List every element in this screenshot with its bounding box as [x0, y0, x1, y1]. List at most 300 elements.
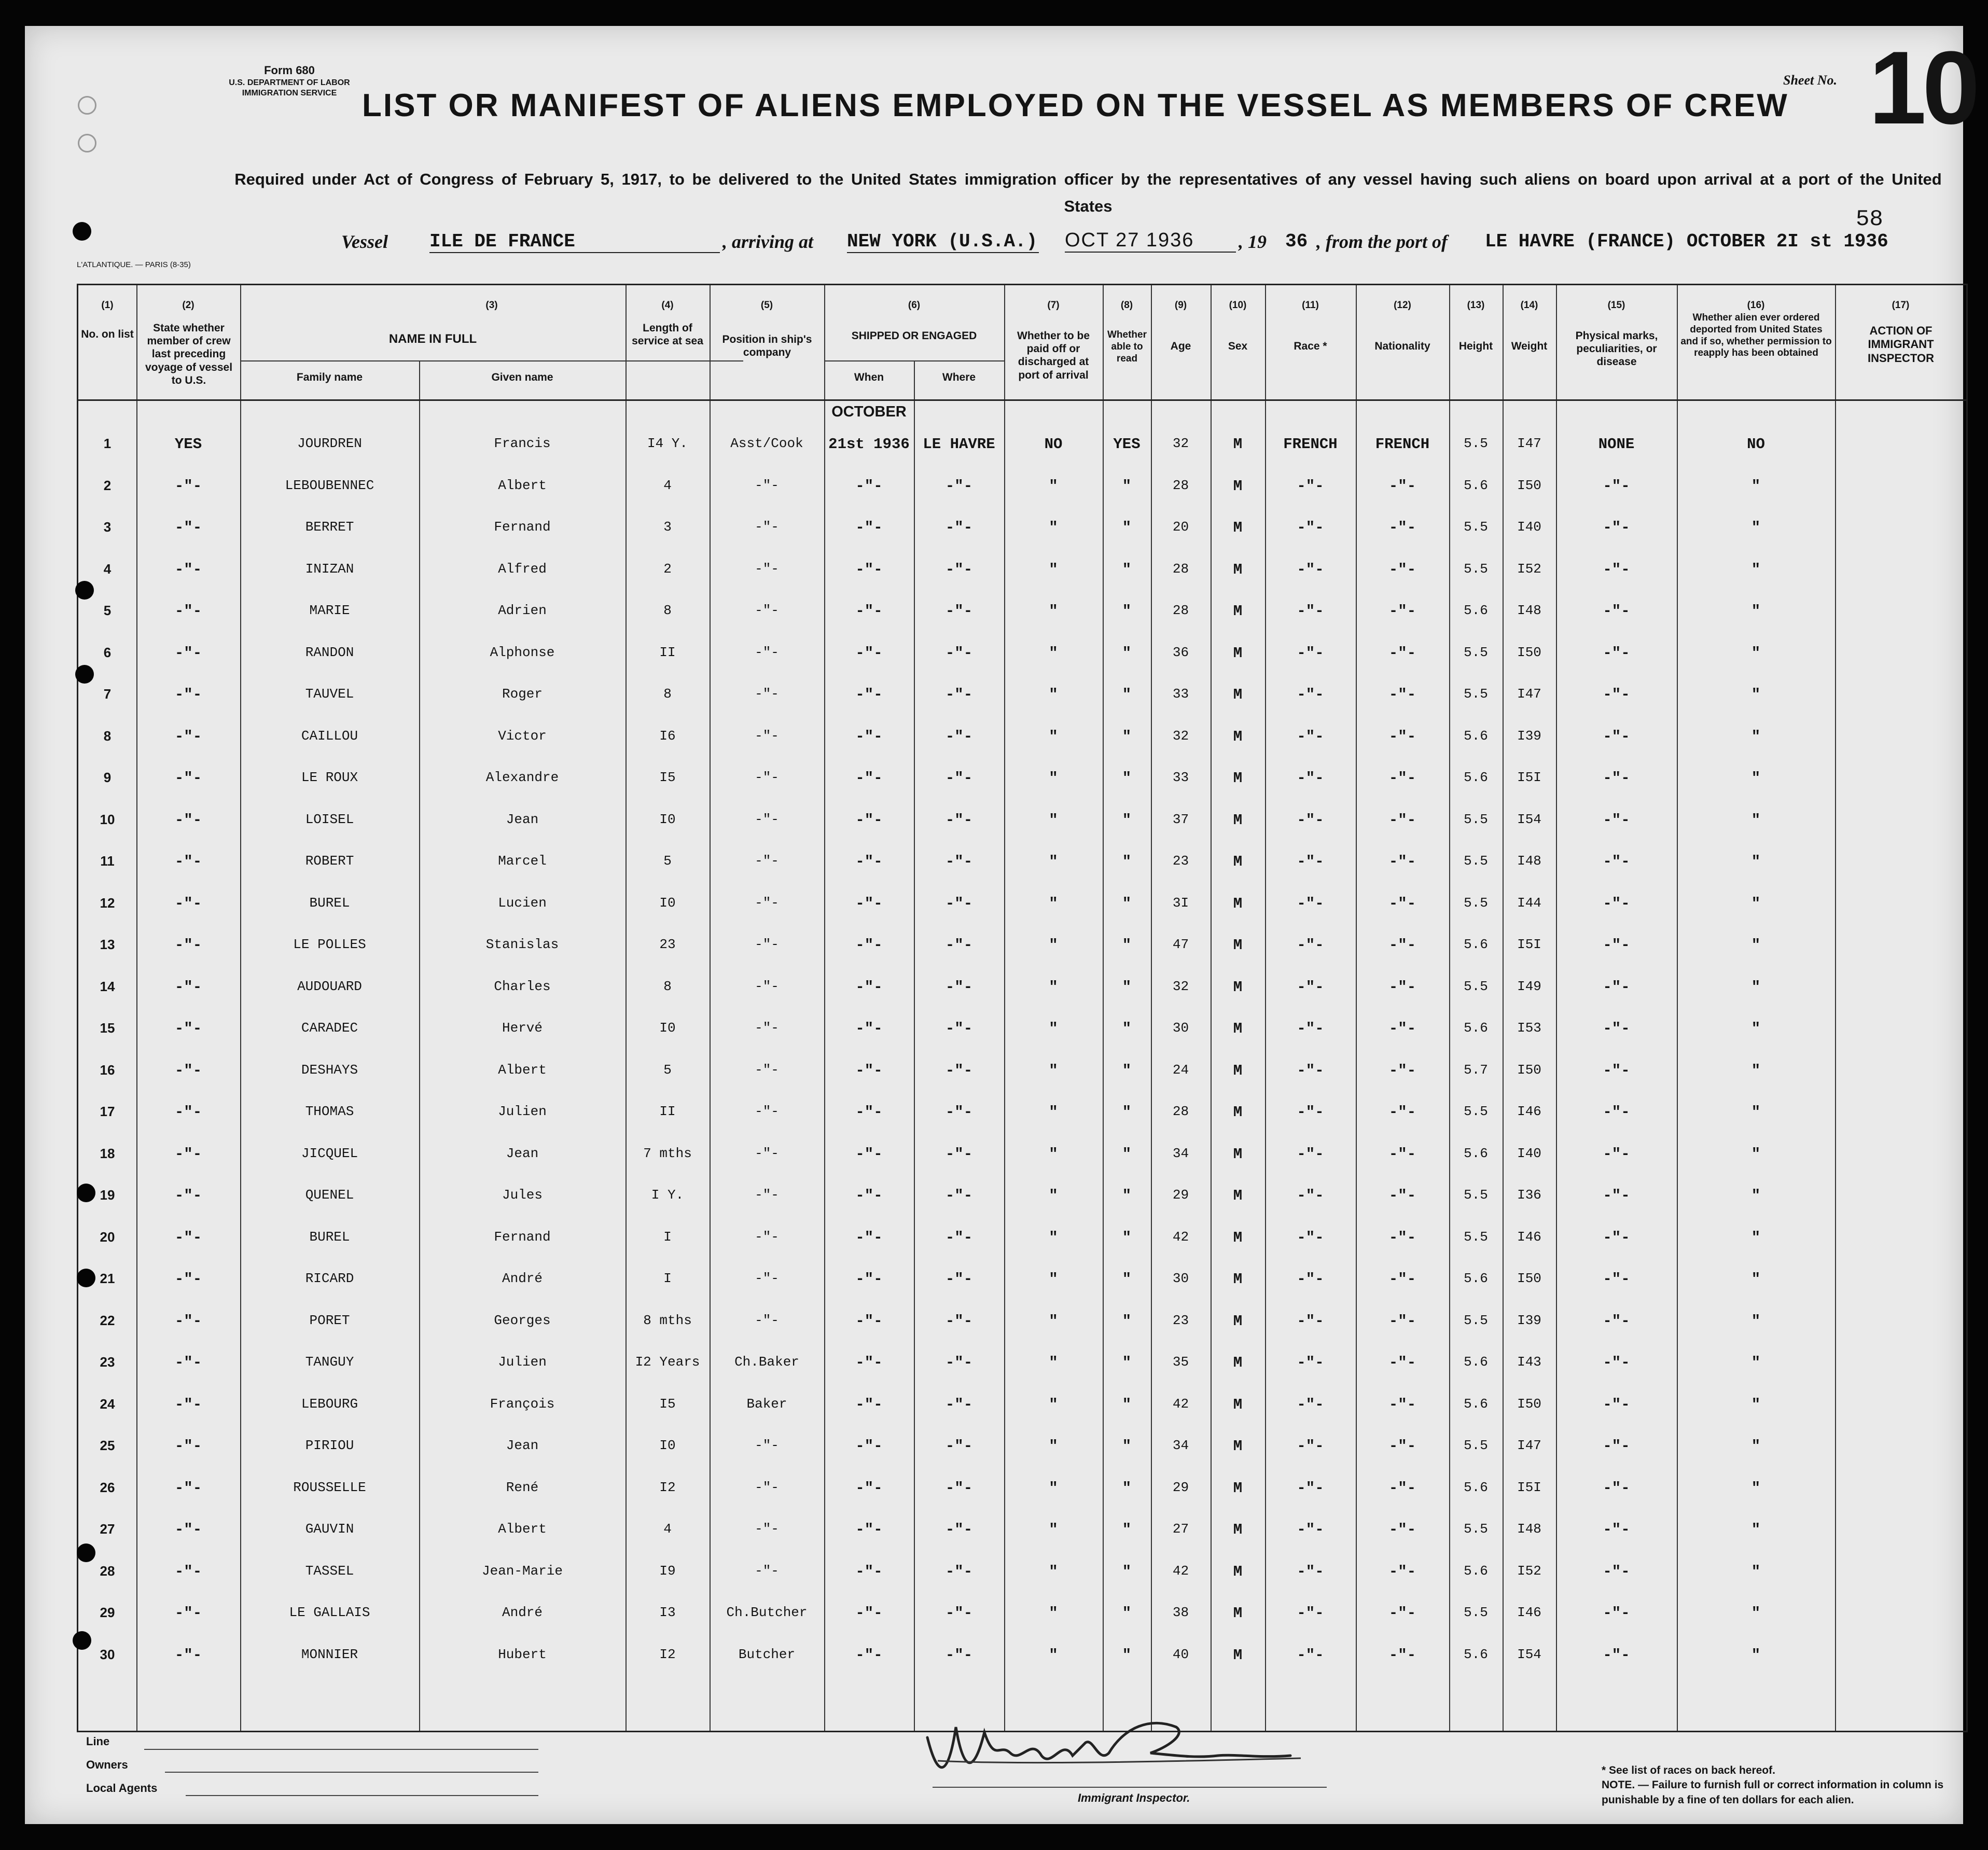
cell-race: -"- [1297, 811, 1324, 829]
cell-sex: M [1233, 1354, 1243, 1371]
cell-marks: -"- [1603, 1438, 1630, 1455]
cell-nat: -"- [1388, 770, 1416, 787]
cell-race: -"- [1297, 1229, 1324, 1246]
cell-sex: M [1233, 853, 1243, 870]
cell-given: François [490, 1396, 555, 1412]
cell-family: LE POLLES [293, 937, 366, 952]
cell-nat: -"- [1388, 686, 1416, 703]
cell-race: -"- [1297, 1479, 1324, 1497]
cell-position: -"- [755, 1271, 779, 1286]
cell-no: 15 [100, 1020, 115, 1036]
cell-no: 10 [100, 811, 115, 827]
table-row [78, 588, 1966, 630]
cell-age: 30 [1172, 1271, 1189, 1286]
cell-when: -"- [855, 1271, 883, 1288]
table-row [78, 1632, 1966, 1674]
printer-mark: L'ATLANTIQUE. — PARIS (8-35) [77, 260, 191, 269]
table-row [78, 1340, 1966, 1381]
cell-position: -"- [755, 477, 779, 493]
cell-when: -"- [855, 1521, 883, 1538]
cell-prev: -"- [174, 1521, 202, 1538]
col-6-number: (6) [908, 300, 921, 311]
sheet-label: Sheet No. [1783, 73, 1837, 88]
cell-sex: M [1233, 1229, 1243, 1246]
cell-prev: -"- [174, 1605, 202, 1622]
cell-position: -"- [755, 1020, 779, 1036]
cell-position: -"- [755, 937, 779, 952]
col-age-header: Age [1170, 340, 1191, 352]
cell-given: Albert [498, 1062, 547, 1078]
col-11-number: (11) [1302, 300, 1319, 311]
cell-age: 28 [1172, 1104, 1189, 1119]
cell-height: 5.6 [1464, 1396, 1488, 1412]
table-row [78, 881, 1966, 922]
cell-position: -"- [755, 1187, 779, 1203]
cell-height: 5.5 [1464, 1104, 1488, 1119]
cell-paid: " [1049, 1104, 1058, 1121]
cell-position: -"- [755, 561, 779, 577]
cell-family: JICQUEL [301, 1145, 358, 1161]
cell-where: LE HAVRE [923, 436, 995, 453]
cell-position: -"- [755, 603, 779, 618]
cell-height: 5.6 [1464, 770, 1488, 785]
vessel-label: Vessel [341, 231, 388, 252]
cell-position: -"- [755, 519, 779, 535]
cell-deported: " [1751, 1479, 1761, 1497]
cell-marks: -"- [1603, 728, 1630, 745]
cell-prev: -"- [174, 937, 202, 954]
cell-where: -"- [945, 1020, 973, 1037]
table-row [78, 1131, 1966, 1173]
cell-position: -"- [755, 895, 779, 911]
cell-given: Julien [498, 1354, 547, 1370]
local-agents-label: Local Agents [86, 1782, 158, 1795]
cell-when: 21st 1936 [828, 436, 910, 453]
cell-sex: M [1233, 1563, 1243, 1580]
cell-read: " [1122, 603, 1132, 620]
cell-height: 5.5 [1464, 895, 1488, 911]
cell-paid: " [1049, 1187, 1058, 1204]
cell-given: Jean-Marie [481, 1563, 563, 1579]
cell-paid: " [1049, 1479, 1058, 1497]
cell-service: 8 [663, 978, 672, 994]
cell-prev: -"- [174, 728, 202, 745]
cell-where: -"- [945, 1396, 973, 1413]
cell-weight: I46 [1517, 1104, 1541, 1119]
cell-weight: I44 [1517, 895, 1541, 911]
cell-marks: -"- [1603, 937, 1630, 954]
cell-position: Butcher [738, 1646, 796, 1662]
table-row [78, 1465, 1966, 1507]
cell-race: -"- [1297, 686, 1324, 703]
cell-height: 5.5 [1464, 1312, 1488, 1328]
cell-position: -"- [755, 978, 779, 994]
cell-family: CARADEC [301, 1020, 358, 1036]
cell-height: 5.6 [1464, 1646, 1488, 1662]
cell-read: " [1122, 1354, 1132, 1371]
cell-given: Roger [502, 686, 543, 702]
cell-read: " [1122, 1104, 1132, 1121]
cell-position: -"- [755, 1145, 779, 1161]
cell-race: -"- [1297, 644, 1324, 662]
cell-where: -"- [945, 811, 973, 829]
cell-prev: -"- [174, 519, 202, 536]
cell-height: 5.5 [1464, 1605, 1488, 1620]
cell-read: " [1122, 644, 1132, 662]
cell-nat: -"- [1388, 644, 1416, 662]
cell-marks: -"- [1603, 1062, 1630, 1079]
cell-position: -"- [755, 1062, 779, 1078]
cell-when: -"- [855, 1062, 883, 1079]
cell-when: -"- [855, 1605, 883, 1622]
cell-position: Asst/Cook [730, 436, 803, 451]
cell-prev: -"- [174, 603, 202, 620]
cell-where: -"- [945, 1646, 973, 1664]
col-weight-header: Weight [1511, 340, 1548, 352]
table-row [78, 463, 1966, 505]
cell-height: 5.5 [1464, 1187, 1488, 1203]
cell-prev: -"- [174, 1563, 202, 1580]
cell-race: -"- [1297, 1354, 1324, 1371]
cell-family: LEBOURG [301, 1396, 358, 1412]
cell-height: 5.7 [1464, 1062, 1488, 1078]
cell-marks: -"- [1603, 1521, 1630, 1538]
cell-nat: -"- [1388, 853, 1416, 870]
cell-no: 19 [100, 1187, 115, 1203]
table-row [78, 1048, 1966, 1089]
cell-given: Albert [498, 477, 547, 493]
cell-sex: M [1233, 1479, 1243, 1497]
cell-sex: M [1233, 1646, 1243, 1664]
cell-deported: " [1751, 1020, 1761, 1037]
cell-family: BUREL [309, 895, 350, 911]
col-shipped-where-header: Where [942, 371, 976, 383]
col-prev-voyage-header: State whether member of crew last preceding voyage of vessel to U.S. [145, 322, 233, 386]
cell-no: 18 [100, 1145, 115, 1161]
cell-sex: M [1233, 895, 1243, 912]
cell-weight: I43 [1517, 1354, 1541, 1370]
cell-weight: I48 [1517, 1521, 1541, 1537]
cell-race: -"- [1297, 561, 1324, 578]
cell-read: YES [1113, 436, 1141, 453]
cell-where: -"- [945, 728, 973, 745]
cell-nat: -"- [1388, 1563, 1416, 1580]
cell-prev: -"- [174, 978, 202, 996]
cell-when: -"- [855, 1396, 883, 1413]
cell-where: -"- [945, 1145, 973, 1163]
fine-note [1602, 1778, 1954, 1807]
cell-age: 32 [1172, 978, 1189, 994]
cell-nat: -"- [1388, 561, 1416, 578]
cell-where: -"- [945, 895, 973, 912]
cell-when: -"- [855, 1563, 883, 1580]
cell-marks: NONE [1598, 436, 1635, 453]
cell-weight: I46 [1517, 1229, 1541, 1245]
cell-paid: " [1049, 937, 1058, 954]
cell-sex: M [1233, 937, 1243, 954]
cell-deported: " [1751, 1187, 1761, 1204]
table-row [78, 421, 1966, 463]
col-14-number: (14) [1520, 300, 1538, 311]
cell-paid: " [1049, 1646, 1058, 1664]
cell-position: -"- [755, 644, 779, 660]
punch-hole-icon [78, 96, 96, 115]
col-17-number: (17) [1892, 300, 1910, 311]
cell-marks: -"- [1603, 1020, 1630, 1037]
cell-service: I5 [659, 770, 676, 785]
cell-deported: " [1751, 1438, 1761, 1455]
cell-prev: -"- [174, 477, 202, 495]
cell-read: " [1122, 519, 1132, 536]
cell-family: LE GALLAIS [289, 1605, 370, 1620]
cell-age: 23 [1172, 1312, 1189, 1328]
cell-service: 8 mths [643, 1312, 692, 1328]
cell-when: -"- [855, 644, 883, 662]
cell-read: " [1122, 937, 1132, 954]
cell-no: 16 [100, 1062, 115, 1078]
cell-height: 5.6 [1464, 603, 1488, 618]
footer-note [1602, 1763, 1954, 1807]
cell-prev: -"- [174, 770, 202, 787]
cell-read: " [1122, 728, 1132, 745]
cell-where: -"- [945, 1563, 973, 1580]
cell-nat: -"- [1388, 895, 1416, 912]
cell-prev: -"- [174, 1354, 202, 1371]
cell-height: 5.6 [1464, 1271, 1488, 1286]
cell-nat: -"- [1388, 1229, 1416, 1246]
cell-nat: -"- [1388, 603, 1416, 620]
cell-paid: " [1049, 978, 1058, 996]
cell-nat: -"- [1388, 477, 1416, 495]
cell-family: PIRIOU [305, 1438, 354, 1453]
cell-deported: " [1751, 1563, 1761, 1580]
cell-read: " [1122, 1229, 1132, 1246]
table-row [78, 1006, 1966, 1047]
cell-marks: -"- [1603, 978, 1630, 996]
cell-position: -"- [755, 728, 779, 744]
cell-service: I5 [659, 1396, 676, 1412]
cell-no: 9 [103, 770, 112, 785]
col-13-number: (13) [1467, 300, 1485, 311]
cell-no: 24 [100, 1396, 115, 1412]
cell-age: 33 [1172, 770, 1189, 785]
cell-given: Fernand [494, 1229, 551, 1245]
cell-service: I2 [659, 1479, 676, 1495]
cell-paid: " [1049, 1605, 1058, 1622]
cell-family: GAUVIN [305, 1521, 354, 1537]
col-nationality-header: Nationality [1374, 340, 1430, 352]
cell-age: 28 [1172, 603, 1189, 618]
cell-height: 5.5 [1464, 1521, 1488, 1537]
table-row [78, 1382, 1966, 1423]
cell-deported: " [1751, 1145, 1761, 1163]
cell-sex: M [1233, 644, 1243, 662]
cell-prev: YES [174, 436, 202, 453]
cell-weight: I36 [1517, 1187, 1541, 1203]
cell-height: 5.6 [1464, 728, 1488, 744]
cell-paid: " [1049, 853, 1058, 870]
service-name: IMMIGRATION SERVICE [242, 88, 337, 98]
cell-weight: I48 [1517, 853, 1541, 869]
cell-deported: " [1751, 1396, 1761, 1413]
cell-nat: -"- [1388, 1187, 1416, 1204]
cell-height: 5.6 [1464, 1145, 1488, 1161]
departure-port-label: , from the port of [1316, 231, 1448, 252]
cell-weight: I47 [1517, 1438, 1541, 1453]
cell-prev: -"- [174, 1145, 202, 1163]
cell-service: I0 [659, 811, 676, 827]
note-text: — Failure to furnish full or correct information in column is punishable by a fine of ten dollars for each alien. [1602, 1779, 1944, 1806]
cell-no: 6 [103, 644, 112, 660]
table-row [78, 1089, 1966, 1131]
cell-prev: -"- [174, 1020, 202, 1037]
cell-service: II [659, 644, 676, 660]
cell-prev: -"- [174, 895, 202, 912]
cell-family: MARIE [309, 603, 350, 618]
cell-family: RANDON [305, 644, 354, 660]
col-4-number: (4) [661, 300, 674, 311]
cell-age: 28 [1172, 561, 1189, 577]
cell-marks: -"- [1603, 1354, 1630, 1371]
cell-no: 26 [100, 1479, 115, 1495]
cell-no: 22 [100, 1312, 115, 1328]
page-title: LIST OR MANIFEST OF ALIENS EMPLOYED ON THE VESSEL AS MEMBERS OF CREW [362, 88, 1789, 123]
arrival-port: NEW YORK (U.S.A.) [847, 231, 1039, 253]
cell-when: -"- [855, 561, 883, 578]
cell-nat: -"- [1388, 1145, 1416, 1163]
cell-family: BUREL [309, 1229, 350, 1245]
col-service-header: Length of service at sea [632, 322, 703, 347]
cell-position: -"- [755, 1521, 779, 1537]
cell-given: Victor [498, 728, 547, 744]
cell-no: 25 [100, 1438, 115, 1453]
cell-family: BERRET [305, 519, 354, 535]
cell-read: " [1122, 1563, 1132, 1580]
cell-marks: -"- [1603, 477, 1630, 495]
cell-sex: M [1233, 978, 1243, 996]
cell-family: ROBERT [305, 853, 354, 869]
punch-hole-icon [73, 222, 91, 241]
col-shipped-when-header: When [854, 371, 884, 383]
cell-prev: -"- [174, 644, 202, 662]
cell-given: Alfred [498, 561, 547, 577]
cell-read: " [1122, 1438, 1132, 1455]
cell-no: 30 [100, 1646, 115, 1662]
cell-nat: -"- [1388, 1312, 1416, 1330]
cell-prev: -"- [174, 1396, 202, 1413]
cell-family: QUENEL [305, 1187, 354, 1203]
cell-marks: -"- [1603, 1605, 1630, 1622]
departure-port: LE HAVRE (FRANCE) OCTOBER 2I st 1936 [1485, 231, 1888, 252]
col-12-number: (12) [1394, 300, 1411, 311]
cell-family: THOMAS [305, 1104, 354, 1119]
cell-height: 5.5 [1464, 811, 1488, 827]
cell-age: 3I [1172, 895, 1189, 911]
cell-weight: I39 [1517, 1312, 1541, 1328]
col-7-number: (7) [1047, 300, 1060, 311]
cell-prev: -"- [174, 1479, 202, 1497]
cell-deported: " [1751, 978, 1761, 996]
cell-nat: -"- [1388, 978, 1416, 996]
col-marks-header: Physical marks, peculiarities, or disease [1575, 330, 1658, 368]
races-note: * See list of races on back hereof. [1602, 1764, 1775, 1776]
cell-when: -"- [855, 895, 883, 912]
col-16-number: (16) [1747, 300, 1765, 311]
cell-given: André [502, 1271, 543, 1286]
cell-race: -"- [1297, 1396, 1324, 1413]
cell-deported: " [1751, 603, 1761, 620]
cell-paid: " [1049, 603, 1058, 620]
cell-family: CAILLOU [301, 728, 358, 744]
cell-race: -"- [1297, 1563, 1324, 1580]
cell-deported: " [1751, 1062, 1761, 1079]
cell-paid: " [1049, 1396, 1058, 1413]
cell-service: I3 [659, 1605, 676, 1620]
punch-hole-icon [73, 1631, 91, 1650]
cell-read: " [1122, 811, 1132, 829]
cell-family: TAUVEL [305, 686, 354, 702]
cell-race: -"- [1297, 770, 1324, 787]
cell-given: Julien [498, 1104, 547, 1119]
cell-marks: -"- [1603, 853, 1630, 870]
cell-no: 2 [103, 477, 112, 493]
cell-read: " [1122, 1521, 1132, 1538]
cell-where: -"- [945, 603, 973, 620]
cell-family: DESHAYS [301, 1062, 358, 1078]
cell-prev: -"- [174, 1438, 202, 1455]
table-row [78, 1590, 1966, 1632]
cell-where: -"- [945, 519, 973, 536]
cell-when: -"- [855, 1479, 883, 1497]
cell-deported: " [1751, 686, 1761, 703]
cell-age: 32 [1172, 728, 1189, 744]
cell-weight: I53 [1517, 1020, 1541, 1036]
cell-deported: " [1751, 519, 1761, 536]
col-15-number: (15) [1607, 300, 1625, 311]
cell-race: -"- [1297, 1187, 1324, 1204]
cell-service: II [659, 1104, 676, 1119]
cell-where: -"- [945, 1187, 973, 1204]
cell-sex: M [1233, 1062, 1243, 1079]
cell-weight: I50 [1517, 477, 1541, 493]
cell-race: -"- [1297, 728, 1324, 745]
cell-paid: " [1049, 1145, 1058, 1163]
cell-no: 3 [103, 519, 112, 535]
cell-deported: " [1751, 1646, 1761, 1664]
cell-weight: I5I [1517, 937, 1541, 952]
cell-height: 5.5 [1464, 561, 1488, 577]
table-row [78, 922, 1966, 964]
cell-family: JOURDREN [297, 436, 362, 451]
cell-race: -"- [1297, 1062, 1324, 1079]
cell-deported: " [1751, 1271, 1761, 1288]
arrival-date-stamp: OCT 27 1936 [1065, 229, 1236, 253]
cell-prev: -"- [174, 811, 202, 829]
col-race-header: Race * [1294, 340, 1327, 352]
table-row [78, 714, 1966, 755]
cell-sex: M [1233, 1145, 1243, 1163]
cell-read: " [1122, 978, 1132, 996]
table-row [78, 1215, 1966, 1256]
cell-no: 28 [100, 1563, 115, 1579]
cell-paid: " [1049, 1521, 1058, 1538]
cell-weight: I54 [1517, 1646, 1541, 1662]
cell-given: André [502, 1605, 543, 1620]
cell-read: " [1122, 1062, 1132, 1079]
cell-age: 36 [1172, 644, 1189, 660]
form-number: Form 680 [264, 64, 315, 77]
cell-no: 11 [100, 853, 115, 869]
